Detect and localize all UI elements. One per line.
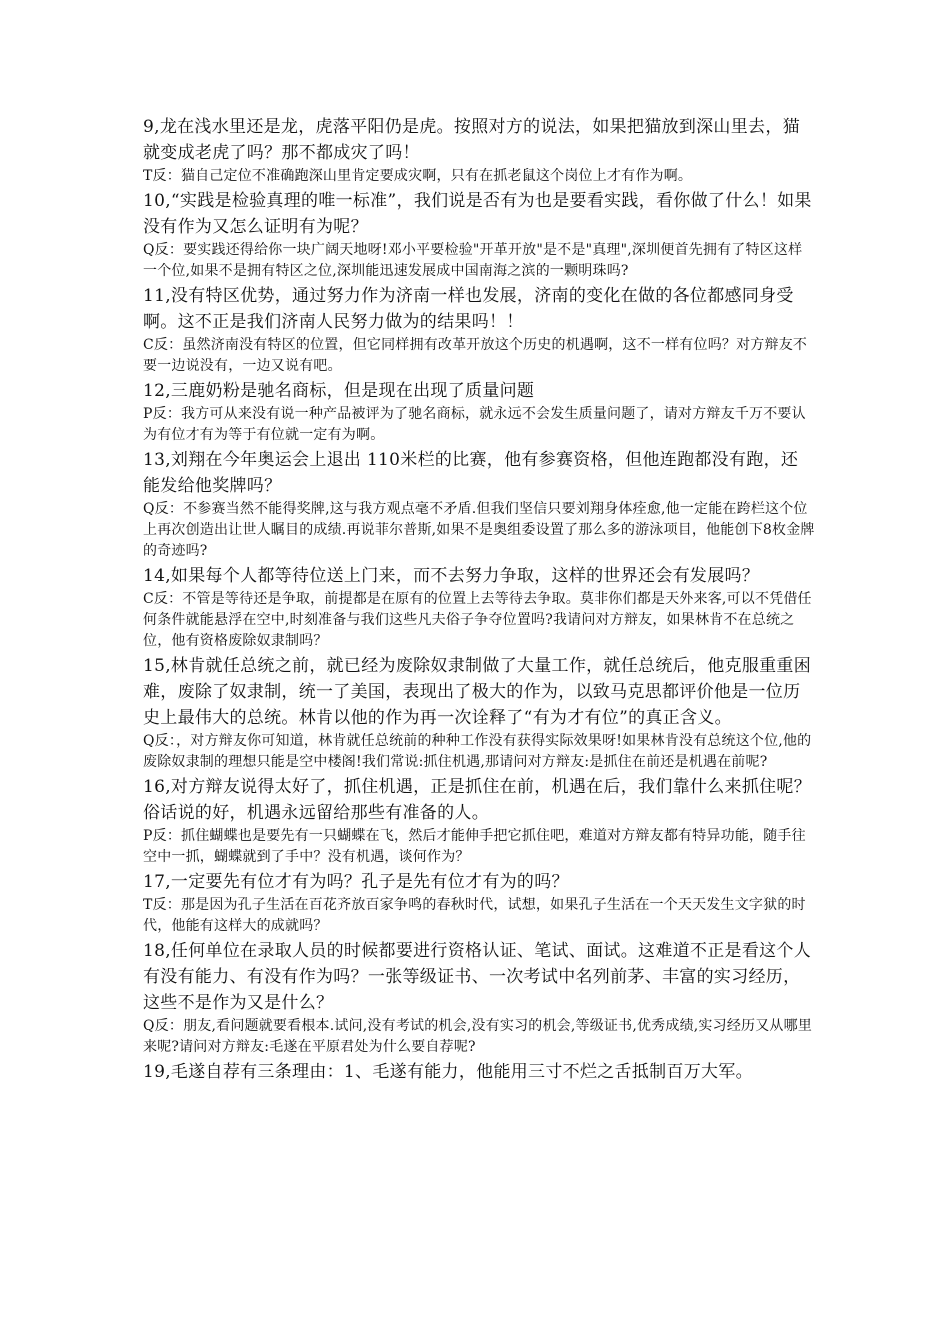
question-17: 17,一定要先有位才有为吗？孔子是先有位才有为的吗？ xyxy=(143,872,569,892)
answer-16: P反：抓住蝴蝶也是要先有一只蝴蝶在飞，然后才能伸手把它抓住吧，难道对方辩友都有特异功能，随手往空中一抓，蝴蝶就到了手中？没有机遇，谈何作为？ xyxy=(143,828,806,865)
answer-18: Q反：朋友,看问题就要看根本.试问,没有考试的机会,没有实习的机会,等级证书,优秀成绩,实习经历又从哪里来呢?请问对方辩友:毛遂在平原君处为什么要自荐呢? xyxy=(143,1018,813,1055)
answer-13: Q反：不参赛当然不能得奖牌,这与我方观点毫不矛盾.但我们坚信只要刘翔身体痊愈,他一定能在跨栏这个位上再次创造出让世人瞩目的成绩.再说菲尔普斯,如果不是奥组委设置了那么多的游泳项目，他能创下8枚金牌的奇迹吗? xyxy=(143,501,815,559)
question-10: 10,“实践是检验真理的唯一标准”，我们说是否有为也是要看实践，看你做了什么！如果没有作为又怎么证明有为呢？ xyxy=(143,191,812,237)
question-16: 16,对方辩友说得太好了，抓住机遇，正是抓住在前，机遇在后，我们靠什么来抓住呢？俗话说的好，机遇永远留给那些有准备的人。 xyxy=(143,777,812,823)
answer-10: Q反：要实践还得给你一块广阔天地呀!邓小平要检验"开革开放"是不是"真理",深圳便首先拥有了特区这样一个位,如果不是拥有特区之位,深圳能迅速发展成中国南海之滨的一颗明珠吗? xyxy=(143,242,803,279)
answer-17: T反：那是因为孔子生活在百花齐放百家争鸣的春秋时代，试想，如果孔子生活在一个天天发生文字狱的时代，他能有这样大的成就吗？ xyxy=(143,897,806,934)
question-11: 11,没有特区优势，通过努力作为济南一样也发展，济南的变化在做的各位都感同身受啊。这不正是我们济南人民努力做为的结果吗！！ xyxy=(143,286,794,332)
answer-11: C反：虽然济南没有特区的位置，但它同样拥有改革开放这个历史的机遇啊，这不一样有位吗？对方辩友不要一边说没有，一边又说有吧。 xyxy=(143,337,808,374)
question-19: 19,毛遂自荐有三条理由：1、毛遂有能力，他能用三寸不烂之舌抵制百万大军。 xyxy=(143,1062,753,1082)
document-page xyxy=(143,114,815,1085)
question-15: 15,林肯就任总统之前，就已经为废除奴隶制做了大量工作，就任总统后，他克服重重困难，废除了奴隶制，统一了美国，表现出了极大的作为，以致马克思都评价他是一位历史上最伟大的总统。林肯以他的作为再一次诠释了“有为才有位”的真正含义。 xyxy=(143,656,812,728)
question-13: 13,刘翔在今年奥运会上退出 110米栏的比赛，他有参赛资格，但他连跑都没有跑，还能发给他奖牌吗？ xyxy=(143,450,799,496)
question-12: 12,三鹿奶粉是驰名商标，但是现在出现了质量问题 xyxy=(143,381,535,401)
answer-12: P反：我方可从来没有说一种产品被评为了驰名商标，就永远不会发生质量问题了，请对方辩友千万不要认为有位才有为等于有位就一定有为啊。 xyxy=(143,406,806,443)
question-9: 9,龙在浅水里还是龙，虎落平阳仍是虎。按照对方的说法，如果把猫放到深山里去，猫就变成老虎了吗？那不都成灾了吗！ xyxy=(143,117,800,163)
question-18: 18,任何单位在录取人员的时候都要进行资格认证、笔试、面试。这难道不正是看这个人有没有能力、有没有作为吗？一张等级证书、一次考试中名列前茅、丰富的实习经历，这些不是作为又是什么？ xyxy=(143,941,812,1013)
answer-9: T反：猫自己定位不准确跑深山里肯定要成灾啊，只有在抓老鼠这个岗位上才有作为啊。 xyxy=(143,168,693,184)
answer-14: C反：不管是等待还是争取，前提都是在原有的位置上去等待去争取。莫非你们都是天外来客,可以不凭借任何条件就能悬浮在空中,时刻准备与我们这些凡夫俗子争夺位置吗?我请问对方辩友，如果林肯不在总统之位，他有资格废除奴隶制吗？ xyxy=(143,591,812,649)
question-14: 14,如果每个人都等待位送上门来，而不去努力争取，这样的世界还会有发展吗？ xyxy=(143,566,760,586)
answer-15: Q反：，对方辩友你可知道，林肯就任总统前的种种工作没有获得实际效果呀!如果林肯没有总统这个位,他的废除奴隶制的理想只能是空中楼阁!我们常说:抓住机遇,那请问对方辩友:是抓住在前还是机遇在前呢? xyxy=(143,733,812,770)
